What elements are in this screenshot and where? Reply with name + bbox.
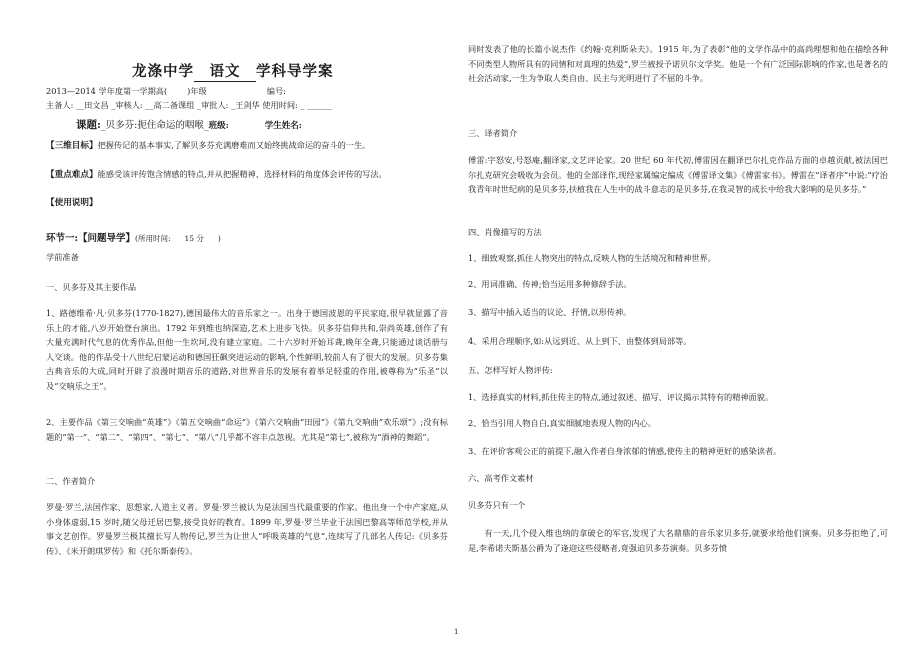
title-suffix: 学科导学案: [256, 63, 334, 80]
keypoints-text: 能感受该评传饱含情感的特点,并从把握精神、选择材料的角度体会评传的写法。: [97, 169, 387, 179]
paragraph-works: 2、主要作品《第三交响曲“英雄”》《第五交响曲“命运”》《第六交响曲“田园”》《第九交响曲“欢乐颂”》;没有标题的“第一”、“第二”、“第四”、“第七”、“第八”几乎都不容丰点忽视。尤其是“第七”,被称为“酒神的舞蹈”。: [46, 417, 448, 442]
method-2: 2、用词准确、传神;恰当运用多种修辞手法。: [468, 279, 632, 289]
paragraph-author: 罗曼·罗兰,法国作家、思想家,人道主义者。罗曼·罗兰被认为是法国当代最重要的作家。他出身一个中产家庭,从小身体虚弱,15 岁时,随父母迁居巴黎,接受良好的教育。1899 年,罗曼·罗兰毕业于法国巴黎高等师范学校,并从事文艺创作。罗曼罗兰极其擅长写人物传记,罗兰为让世人“呼吸英雄的气息”,连续写了几部名人传记:《贝多芬传》、《米开朗琪罗传》和《托尔斯泰传》。: [46, 502, 448, 556]
section-1-heading: 环节一:【问题导学】(所用时间: 15 分 ): [46, 233, 221, 244]
writing-tip-2: 2、恰当引用人物自白,真实细腻地表现人物的内心。: [468, 418, 656, 428]
goals-label: 【三维目标】: [46, 141, 98, 151]
page-number: 1: [454, 628, 459, 636]
writing-tip-1: 1、选择真实的材料,抓住传主的特点,通过叙述、描写、评议揭示其特有的精神面貌。: [468, 392, 774, 402]
heading-2: 二、作者简介: [46, 476, 96, 486]
story-text: 有一天,几个侵入维也纳的拿破仑的军官,发现了大名鼎鼎的音乐家贝多芬,就要求给他们演奏。贝多芬拒绝了,可是,李希诺夫斯基公爵为了逢迎这些侵略者,竟强迫贝多芬演奏。贝多芬愤: [468, 528, 888, 553]
info-line-1: 2013—2014 学年度第一学期高( )年级 编号:: [46, 86, 286, 96]
writing-tip-3: 3、在评价客观公正的前提下,融入作者自身浓郁的情感,使传主的精神更好的感染读者。: [468, 446, 782, 456]
section-1-time-label: (所用时间:: [135, 234, 171, 243]
class-label: 班级:: [208, 121, 229, 131]
heading-4: 四、肖像描写的方法: [468, 227, 542, 237]
document-title: [132, 60, 334, 82]
method-1: 1、细致观察,抓住人物突出的特点,反映人物的生活境况和精神世界。: [468, 253, 716, 263]
prep-label: 学前准备: [46, 252, 79, 262]
school-name: 龙涤中学: [132, 63, 194, 80]
topic-text: _贝多芬:扼住命运的咽喉_: [100, 120, 209, 131]
section-1-minutes: 15 分: [184, 234, 204, 243]
paragraph-author-cont: 同时发表了他的长篇小说杰作《约翰·克利斯朵夫》。1915 年,为了表彰“他的文学作品中的高尚理想和他在描绘各种不同类型人物所具有的同情和对真理的热爱”,罗兰被授予诺贝尔文学奖。他是一个有广泛国际影响的作家,也是著名的社会活动家,一生为争取人类自由、民主与光明进行了不屈的斗争。: [468, 44, 888, 83]
goals: [46, 138, 448, 154]
paragraph-beethoven-bio: 1、路德维希·凡·贝多芬(1770-1827),德国最伟大的音乐家之一。出身于德国波恩的平民家庭,很早就显露了音乐上的才能,八岁开始登台演出。1792 年到维也纳深造,艺术上进步飞快。贝多芬信仰共和,崇尚英雄,创作了有大量充满时代气息的优秀作品,但他一生坎坷,没有建立家庭。二十六岁时开始耳聋,晚年全聋,只能通过谈话册与人交谈。他的作品受十八世纪启蒙运动和德国狂飙突进运动的影响,个性鲜明,较前人有了很大的发展。贝多芬集古典音乐的大成,同时开辟了浪漫时期音乐的道路,对世界音乐的发展有着举足轻重的作用,被尊称为“乐圣”以及“交响乐之王”。: [46, 308, 448, 391]
topic-label: 课题:: [76, 119, 101, 131]
topic-line: [76, 117, 302, 132]
heading-5: 五、怎样写好人物评传:: [468, 365, 553, 375]
usage-label: 【使用说明】: [46, 198, 98, 208]
subject-name: 语文: [194, 60, 256, 82]
section-1-title: 环节一:【问题导学】: [46, 233, 136, 244]
method-4: 4、采用合理顺序,如:从远到近、从上到下、由整体到局部等。: [468, 336, 692, 346]
story-title: 贝多芬只有一个: [468, 500, 526, 510]
keypoints-label: 【重点难点】: [46, 170, 98, 180]
heading-6: 六、高考作文素材: [468, 473, 534, 483]
paragraph-translator: 傅雷:字怒安,号怒庵,翻译家,文艺评论家。20 世纪 60 年代初,傅雷因在翻译巴尔扎克作品方面的卓越贡献,被法国巴尔扎克研究会吸收为会员。他的全部译作,现经家属编定编成《傅雷译文集》《傅雷家书》。傅雷在“译者序”中说:“疗治我青年时世纪病的是贝多芬,扶植我在人生中的战斗意志的是贝多芬,在我灵智的成长中给我大影响的是贝多芬。”: [468, 155, 888, 194]
info-line-2: 主备人: __田文昌 _审核人: __高二备课组 _审批人: _王剑华 使用时间: _ ______: [46, 100, 332, 110]
method-3: 3、描写中插入适当的议论、抒情,以形传神。: [468, 307, 632, 317]
keypoints: [46, 167, 448, 183]
heading-3: 三、译者简介: [468, 128, 518, 138]
heading-1: 一、贝多芬及其主要作品: [46, 282, 137, 292]
goals-text: 把握传记的基本事实,了解贝多芬充满磨难而又始终挑战命运的奋斗的一生。: [97, 140, 371, 150]
student-name-label: 学生姓名:: [264, 121, 302, 131]
